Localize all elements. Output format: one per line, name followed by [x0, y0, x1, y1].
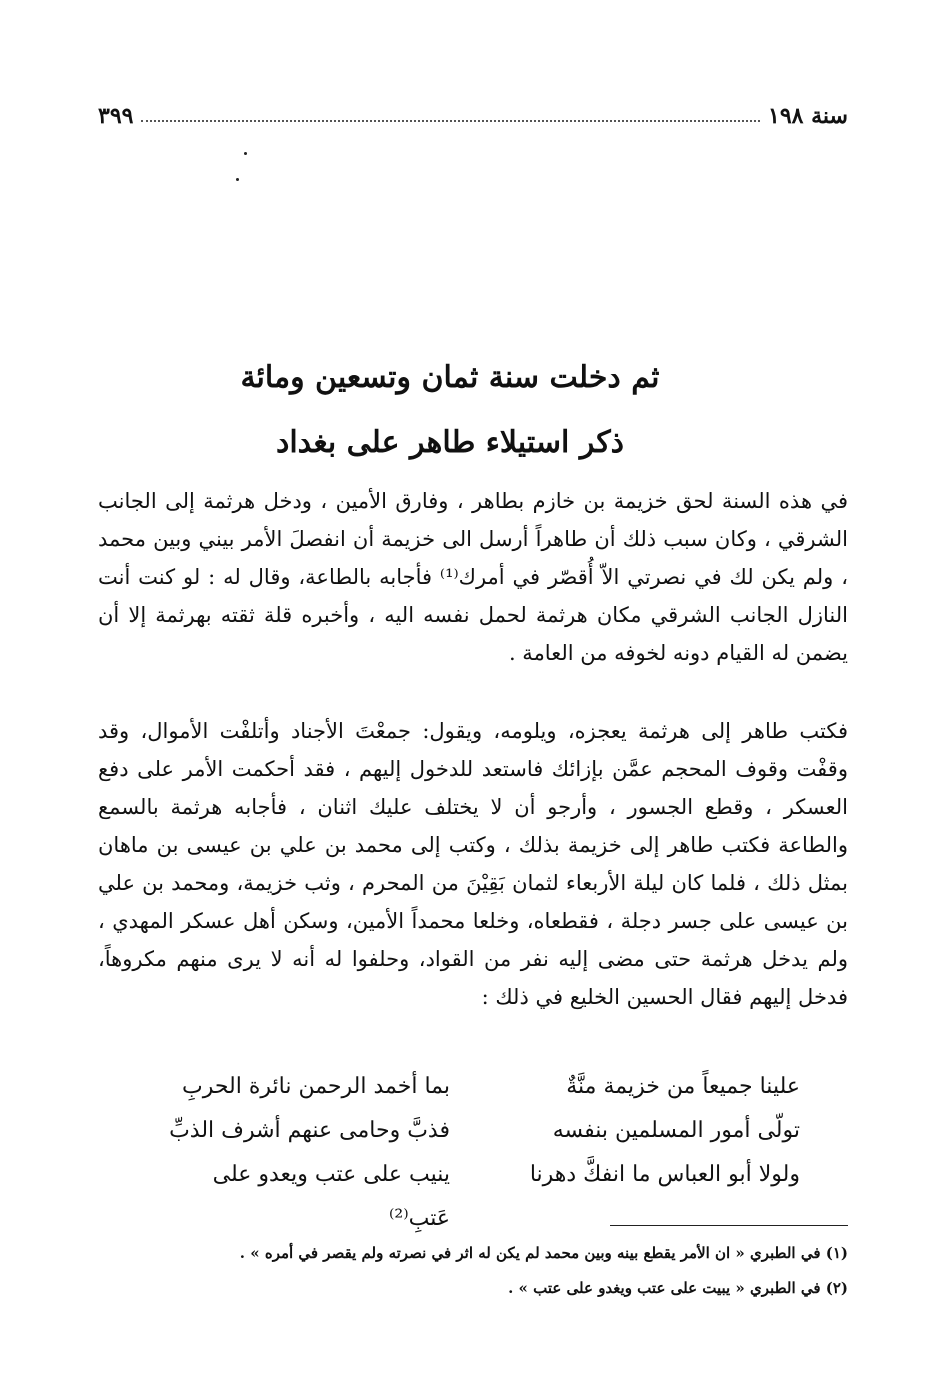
- poem-verse: [150, 1109, 800, 1153]
- chapter-heading: ثم دخلت سنة ثمان وتسعين ومائة: [240, 360, 660, 395]
- verse-second-hemistich: بما أخمد الرحمن نائرة الحربِ: [182, 1074, 450, 1099]
- poem: [150, 1065, 800, 1241]
- paragraph-2: فكتب طاهر إلى هرثمة يعجزه، ويلومه، ويقول: جمعْتَ الأجناد وأتلفْت الأموال، وقد وقفْت وقوف المحجم عمَّن بإزائك فاستعد للدخول إليهم ، فقد أحكمت الأمر على دفع العسكر ، وقطع الجسور ، وأرجو أن لا يختلف عليك اثنان ، فأجابه هرثمة بالسمع والطاعة فكتب طاهر إلى خزيمة بذلك ، وكتب إلى محمد بن علي بن عيسى بن ماهان بمثل ذلك ، فلما كان ليلة الأربعاء لثمان بَقِيْنَ من المحرم ، وثب خزيمة، ومحمد بن علي بن عيسى على جسر دجلة ، فقطعاه، وخلعا محمداً الأمين، وسكن أهل عسكر المهدي ، ولم يدخل هرثمة حتى مضى إليه نفر من القواد، وحلفوا له أنه لا يرى منهم مكروهاً، فدخل إليهم فقال الحسين الخليع في ذلك :: [98, 719, 848, 1009]
- footnote-2: (٢) في الطبري « يبيت على عتب ويغدو على عتب » .: [508, 1279, 848, 1297]
- page-number: ٣٩٩: [98, 103, 134, 129]
- paragraph-1: في هذه السنة لحق خزيمة بن خازم بطاهر ، وفارق الأمين ، ودخل هرثمة إلى الجانب الشرقي ، وكان سبب ذلك أن طاهراً أرسل الى خزيمة أن انفصلَ الأمر بيني وبين محمد ، ولم يكن لك في نصرتي الاّ أُقصّر في أمرك⁽¹⁾ فأجابه بالطاعة، وقال له : لو كنت أنت النازل الجانب الشرقي مكان هرثمة لحمل نفسه اليه ، وأخبره قلة ثقته بهرثمة إلا أن يضمن له القيام دونه لخوفه من العامة .: [98, 489, 848, 665]
- verse-first-hemistich: علينا جميعاً من خزيمة منَّةٌ: [566, 1074, 800, 1099]
- header-dotted-leader: [141, 120, 760, 122]
- poem-verse: [150, 1065, 800, 1109]
- section-heading: ذكر استيلاء طاهر على بغداد: [275, 425, 625, 460]
- scan-speck: [244, 152, 247, 155]
- verse-second-hemistich: فذبَّ وحامى عنهم أشرف الذبِّ: [169, 1118, 450, 1143]
- verse-first-hemistich: تولّى أمور المسلمين بنفسه: [552, 1118, 800, 1143]
- running-title: سنة ١٩٨: [768, 103, 848, 129]
- footnote-divider: [610, 1225, 848, 1226]
- poem-verse: [150, 1153, 800, 1241]
- footnote-1: (١) في الطبري « ان الأمر يقطع بينه وبين محمد لم يكن له اثر في نصرته ولم يقصر في أمره » .: [239, 1244, 848, 1262]
- verse-first-hemistich: ولولا أبو العباس ما انفكَّ دهرنا: [529, 1162, 800, 1187]
- running-header: [98, 93, 848, 129]
- verse-second-hemistich: ينيب على عتب ويعدو على عَتبِ⁽²⁾: [212, 1162, 450, 1231]
- scan-speck: [236, 178, 239, 181]
